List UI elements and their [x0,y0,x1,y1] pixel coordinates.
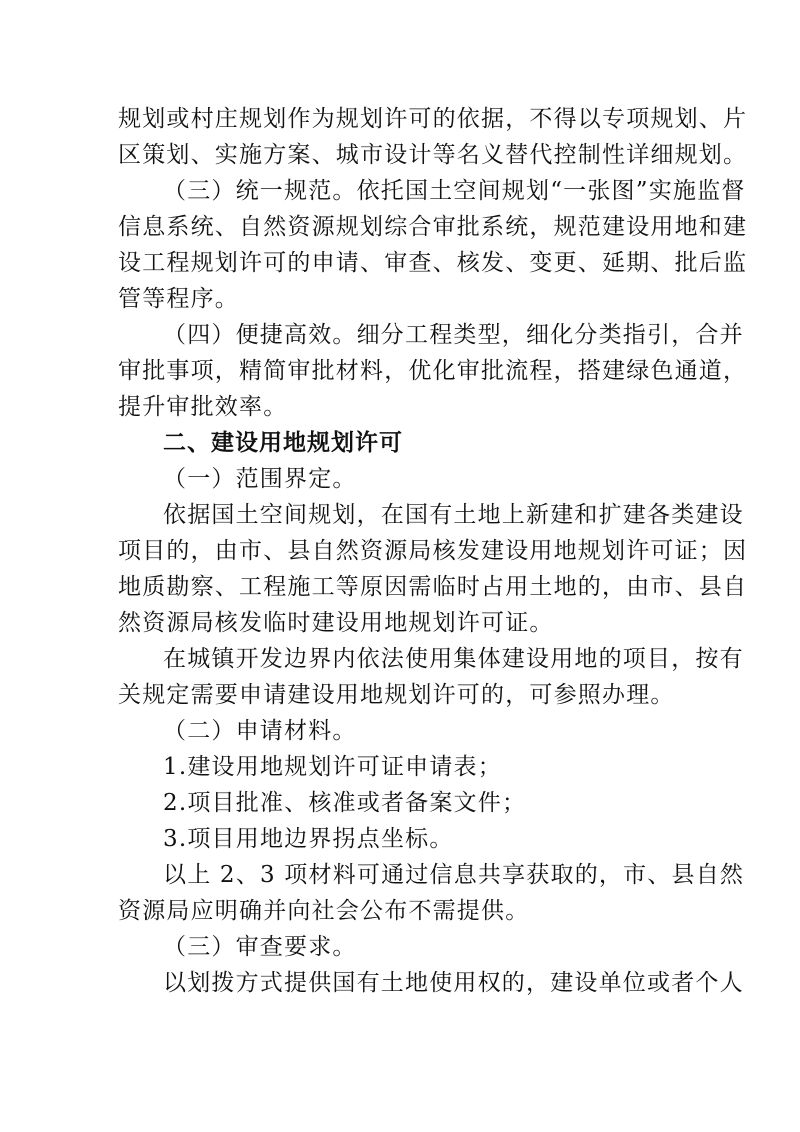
list-item: 3.项目用地边界拐点坐标。 [163,826,454,852]
paragraph-line: 以划拨方式提供国有土地使用权的，建设单位或者个人 [163,970,744,996]
subsection-heading-line: （三）统一规范。依托国土空间规划“一张图”实施监督 [163,178,746,204]
section-heading: 二、建设用地规划许可 [163,430,403,456]
paragraph-line: 地质勘察、工程施工等原因需临时占用土地的，由市、县自 [118,574,748,600]
paragraph-line: 提升审批效率。 [118,394,288,420]
paragraph-line: 以上 2、3 项材料可通过信息共享获取的，市、县自然 [163,862,745,888]
subsection-heading: （三）审查要求。 [163,934,357,960]
paragraph-line: 管等程序。 [118,286,239,312]
subsection-heading-line: （四）便捷高效。细分工程类型，细化分类指引，合并 [163,322,744,348]
paragraph-line: 区策划、实施方案、城市设计等名义替代控制性详细规划。 [118,142,748,168]
paragraph-line: 规划或村庄规划作为规划许可的依据，不得以专项规划、片 [118,106,748,132]
paragraph-line: 在城镇开发边界内依法使用集体建设用地的项目，按有 [163,646,744,672]
paragraph-line: 依据国土空间规划，在国有土地上新建和扩建各类建设 [163,502,744,528]
subsection-heading: （二）申请材料。 [163,718,357,744]
paragraph-line: 设工程规划许可的申请、审查、核发、变更、延期、批后监 [118,250,748,276]
paragraph-line: 资源局应明确并向社会公布不需提供。 [118,898,530,924]
paragraph-line: 关规定需要申请建设用地规划许可的，可参照办理。 [118,682,675,708]
list-item: 2.项目批准、核准或者备案文件； [163,790,527,816]
paragraph-line: 审批事项，精简审批材料，优化审批流程，搭建绿色通道， [118,358,748,384]
list-item: 1.建设用地规划许可证申请表； [163,754,502,780]
paragraph-line: 然资源局核发临时建设用地规划许可证。 [118,610,554,636]
paragraph-line: 信息系统、自然资源规划综合审批系统，规范建设用地和建 [118,214,748,240]
paragraph-line: 项目的，由市、县自然资源局核发建设用地规划许可证；因 [118,538,748,564]
subsection-heading: （一）范围界定。 [163,466,357,492]
